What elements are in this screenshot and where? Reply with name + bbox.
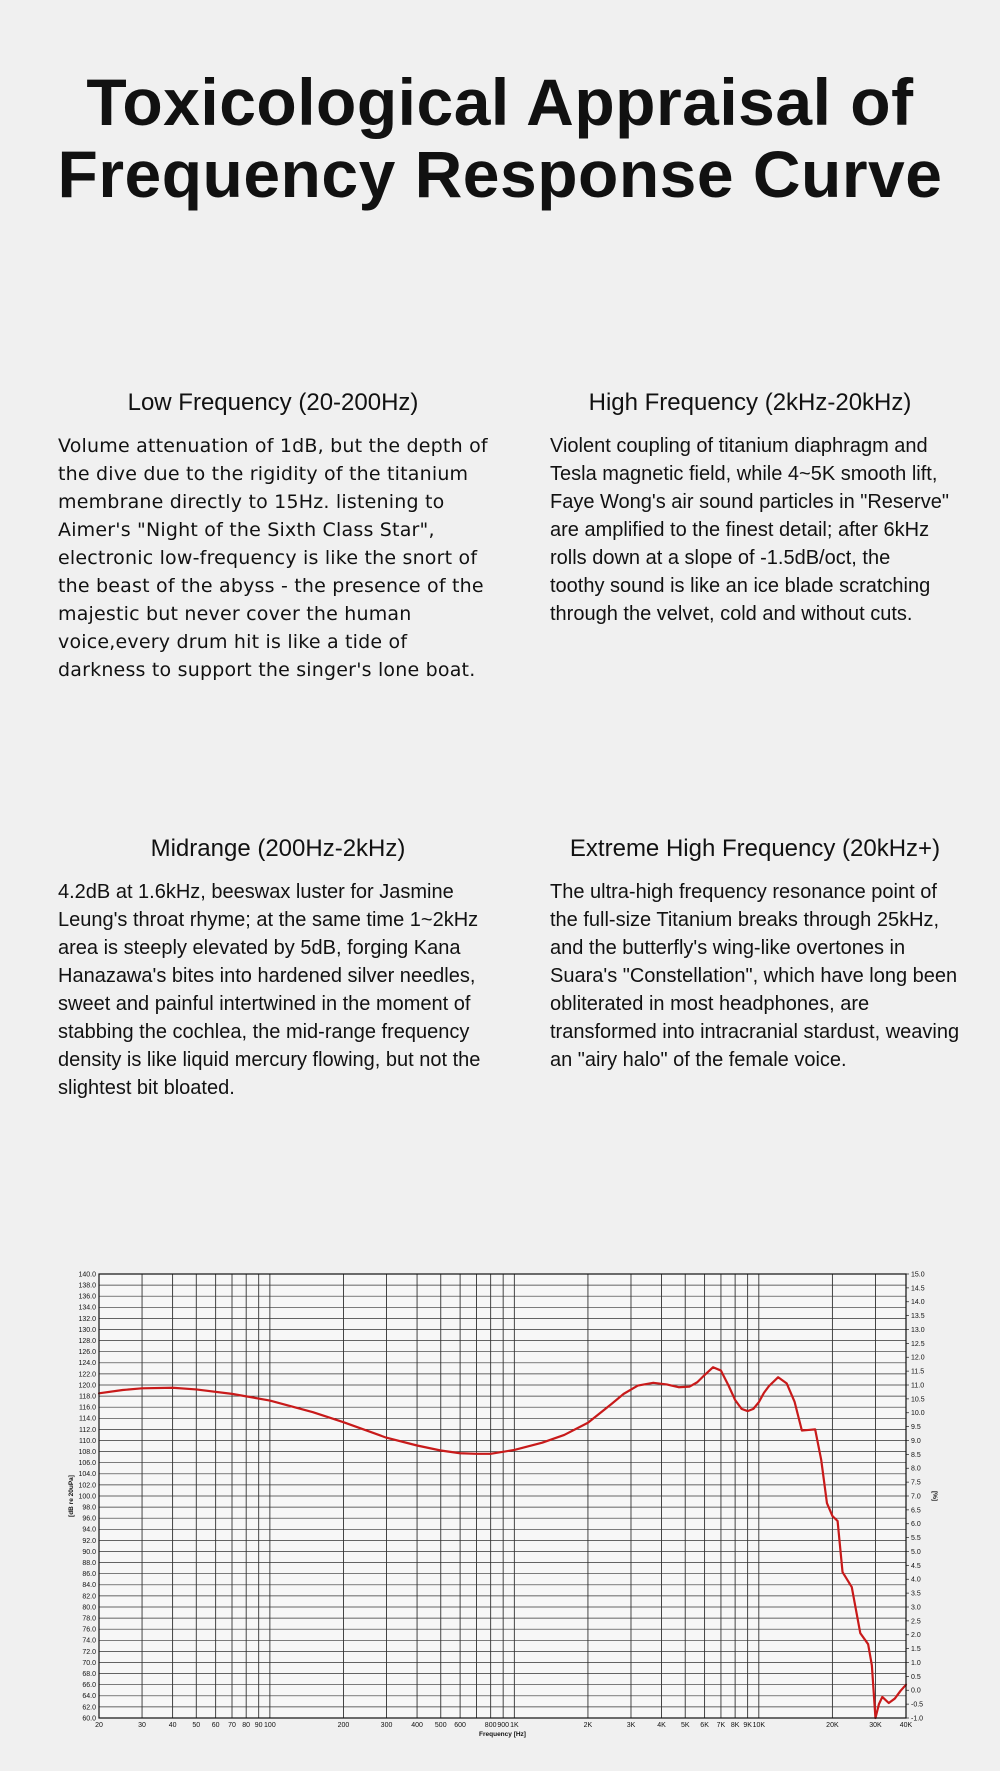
- y2-tick-label: -0.5: [911, 1701, 924, 1709]
- x-tick-label: 1K: [510, 1722, 519, 1729]
- y2-tick-label: 4.0: [911, 1576, 921, 1584]
- y2-tick-label: 3.0: [911, 1604, 921, 1612]
- y-tick-label: 88.0: [82, 1560, 96, 1567]
- y-tick-label: 108.0: [78, 1449, 96, 1456]
- y-tick-label: 98.0: [82, 1504, 96, 1512]
- y-tick-label: 136.0: [78, 1293, 96, 1301]
- y2-tick-label: 13.0: [911, 1326, 925, 1334]
- x-tick-label: 5K: [680, 1722, 690, 1729]
- title-line-2: Frequency Response Curve: [57, 137, 943, 211]
- y-tick-label: 140.0: [78, 1271, 96, 1279]
- y2-tick-label: 6.0: [911, 1521, 921, 1529]
- x-tick-label: 8K: [730, 1722, 740, 1729]
- title-line-1: Toxicological Appraisal of: [86, 65, 914, 139]
- y2-tick-label: 6.5: [911, 1507, 921, 1515]
- y2-tick-label: 11.0: [911, 1382, 925, 1390]
- chart-svg: [60, 1262, 940, 1768]
- y2-tick-label: 10.0: [911, 1410, 925, 1418]
- y-tick-label: 74.0: [82, 1637, 96, 1645]
- y2-tick-label: 10.5: [911, 1396, 925, 1404]
- section-body: 4.2dB at 1.6kHz, beeswax luster for Jasmine Leung's throat rhyme; at the same time 1~2kHz area is steeply elevated by 5dB, forging Kana Hanazawa's bites into hardened silver needles, sweet and painful intertwined in the moment of stabbing the cochlea, the mid-range frequency density is like liquid mercury flowing, but not the slightest bit bloated.: [58, 881, 481, 1099]
- y2-tick-label: 9.5: [911, 1424, 921, 1432]
- y-tick-label: 62.0: [82, 1704, 96, 1712]
- y2-tick-label: 0.0: [911, 1687, 921, 1695]
- y-tick-label: 124.0: [78, 1360, 96, 1368]
- y2-tick-label: 1.0: [911, 1659, 921, 1667]
- y-tick-label: 104.0: [78, 1471, 96, 1479]
- y-tick-label: 100.0: [78, 1493, 96, 1501]
- x-tick-label: 500: [434, 1722, 447, 1729]
- y-tick-label: 134.0: [78, 1304, 96, 1312]
- y-tick-label: 102.0: [78, 1482, 96, 1490]
- x-tick-label: 50: [192, 1722, 201, 1729]
- y-tick-label: 110.0: [79, 1437, 96, 1445]
- y-tick-label: 70.0: [82, 1659, 96, 1667]
- x-tick-label: 90: [254, 1722, 263, 1729]
- y-tick-label: 78.0: [82, 1615, 96, 1623]
- y2-tick-label: 12.5: [911, 1340, 925, 1348]
- y-tick-label: 126.0: [78, 1349, 96, 1357]
- y2-tick-label: 15.0: [911, 1271, 925, 1279]
- y2-tick-label: 5.0: [911, 1548, 921, 1556]
- y-tick-label: 130.0: [78, 1326, 96, 1334]
- y-tick-label: 82.0: [82, 1593, 96, 1601]
- y-tick-label: 64.0: [82, 1693, 96, 1701]
- y-tick-label: 72.0: [82, 1648, 96, 1656]
- y-tick-label: 128.0: [78, 1338, 96, 1345]
- y2-tick-label: 7.0: [911, 1493, 921, 1501]
- x-tick-label: 800: [484, 1722, 497, 1729]
- x-tick-label: 80: [242, 1722, 251, 1729]
- page-title: [0, 66, 1000, 210]
- y2-tick-label: 13.5: [911, 1313, 925, 1321]
- x-tick-label: 30: [138, 1722, 146, 1729]
- y-tick-label: 60.0: [82, 1715, 96, 1723]
- y2-tick-label: 1.5: [911, 1646, 921, 1654]
- y-tick-label: 94.0: [82, 1526, 96, 1534]
- x-tick-label: 3K: [626, 1722, 636, 1729]
- x-tick-label: 40: [168, 1722, 177, 1729]
- section-body: Violent coupling of titanium diaphragm and Tesla magnetic field, while 4~5K smooth lift, Faye Wong's air sound particles in "Reserve" are amplified to the finest detail; after 6kHz rolls down at a slope of -1.5dB/oct, the toothy sound is like an ice blade scratching through the velvet, cold and without cuts.: [550, 435, 949, 625]
- y-tick-label: 66.0: [82, 1682, 96, 1690]
- y2-tick-label: 8.0: [911, 1465, 921, 1473]
- x-tick-label: 40K: [899, 1722, 913, 1729]
- section-body: Volume attenuation of 1dB, but the depth of the dive due to the rigidity of the titanium membrane directly to 15Hz. listening to Aimer's "Night of the Sixth Class Star", electronic low-frequency is like the snort of the beast of the abyss - the presence of the majestic but never cover the human voice,every drum hit is like a tide of darkness to support the singer's lone boat.: [58, 435, 488, 681]
- y-tick-label: 90.0: [82, 1548, 96, 1556]
- section-body: The ultra-high frequency resonance point of the full-size Titanium breaks through 25kHz, and the butterfly's wing-like overtones in Suara's "Constellation", which have long been obliterated in most headphones, are transformed into intracranial stardust, weaving an "airy halo" of the female voice.: [550, 881, 960, 1071]
- x-tick-label: 2K: [583, 1722, 593, 1729]
- x-tick-label: 900: [497, 1722, 510, 1729]
- x-tick-label: 6K: [700, 1722, 709, 1729]
- x-tick-label: 60: [211, 1722, 220, 1729]
- y-tick-label: 84.0: [82, 1582, 96, 1590]
- x-tick-label: 9K: [743, 1722, 752, 1729]
- section-extreme-high-frequency: [550, 834, 960, 1074]
- y2-tick-label: 14.0: [911, 1299, 925, 1307]
- y2-tick-label: 2.0: [911, 1632, 921, 1640]
- y2-tick-label: 9.0: [911, 1437, 921, 1445]
- y2-tick-label: 8.5: [911, 1451, 921, 1459]
- section-heading: Low Frequency (20-200Hz): [127, 389, 419, 416]
- x-tick-label: 300: [380, 1722, 393, 1729]
- section-low-frequency: [58, 388, 488, 684]
- y2-tick-label: 11.5: [911, 1368, 925, 1376]
- y-axis-label: [dB re 20uPa]: [68, 1475, 75, 1517]
- x-tick-label: 20K: [826, 1722, 839, 1729]
- y-tick-label: 76.0: [82, 1626, 96, 1634]
- y2-tick-label: -1.0: [911, 1715, 924, 1723]
- x-tick-label: 30K: [869, 1722, 882, 1729]
- y-tick-label: 86.0: [82, 1571, 96, 1579]
- x-tick-label: 4K: [657, 1722, 666, 1729]
- y-tick-label: 118.0: [79, 1393, 96, 1401]
- y2-tick-label: 4.5: [911, 1562, 921, 1570]
- x-tick-label: 100: [264, 1722, 276, 1729]
- y2-tick-label: 14.5: [911, 1285, 925, 1293]
- x-tick-label: 7K: [716, 1722, 726, 1729]
- y-tick-label: 96.0: [82, 1515, 96, 1523]
- y-tick-label: 120.0: [78, 1382, 96, 1390]
- y-tick-label: 116.0: [79, 1404, 96, 1412]
- y-tick-label: 68.0: [82, 1671, 96, 1678]
- y-tick-label: 106.0: [78, 1460, 96, 1468]
- x-tick-label: 20: [95, 1722, 103, 1729]
- y-tick-label: 80.0: [82, 1604, 96, 1612]
- x-tick-label: 10K: [752, 1722, 766, 1729]
- y-tick-label: 92.0: [82, 1537, 96, 1545]
- section-heading: Midrange (200Hz-2kHz): [150, 835, 406, 862]
- x-axis-label: Frequency [Hz]: [479, 1731, 526, 1738]
- frequency-response-chart: [60, 1262, 940, 1768]
- y-tick-label: 112.0: [79, 1426, 96, 1434]
- y2-tick-label: 12.0: [911, 1354, 925, 1362]
- y2-tick-label: 3.5: [911, 1590, 921, 1598]
- section-heading: High Frequency (2kHz-20kHz): [588, 389, 912, 416]
- section-heading: Extreme High Frequency (20kHz+): [569, 835, 941, 862]
- y-tick-label: 132.0: [78, 1315, 96, 1323]
- y-tick-label: 138.0: [78, 1282, 96, 1290]
- y2-tick-label: 0.5: [911, 1673, 921, 1681]
- x-tick-label: 400: [411, 1722, 423, 1729]
- y2-tick-label: 2.5: [911, 1618, 921, 1626]
- section-midrange: [58, 834, 498, 1102]
- y2-tick-label: 5.5: [911, 1535, 921, 1543]
- y-tick-label: 122.0: [78, 1371, 96, 1379]
- x-tick-label: 200: [337, 1722, 350, 1729]
- section-high-frequency: [550, 388, 950, 628]
- y-tick-label: 114.0: [79, 1415, 96, 1423]
- x-tick-label: 600: [454, 1722, 466, 1729]
- x-tick-label: 70: [228, 1722, 236, 1729]
- y2-axis-label: [%]: [931, 1490, 938, 1502]
- y2-tick-label: 7.5: [911, 1479, 921, 1487]
